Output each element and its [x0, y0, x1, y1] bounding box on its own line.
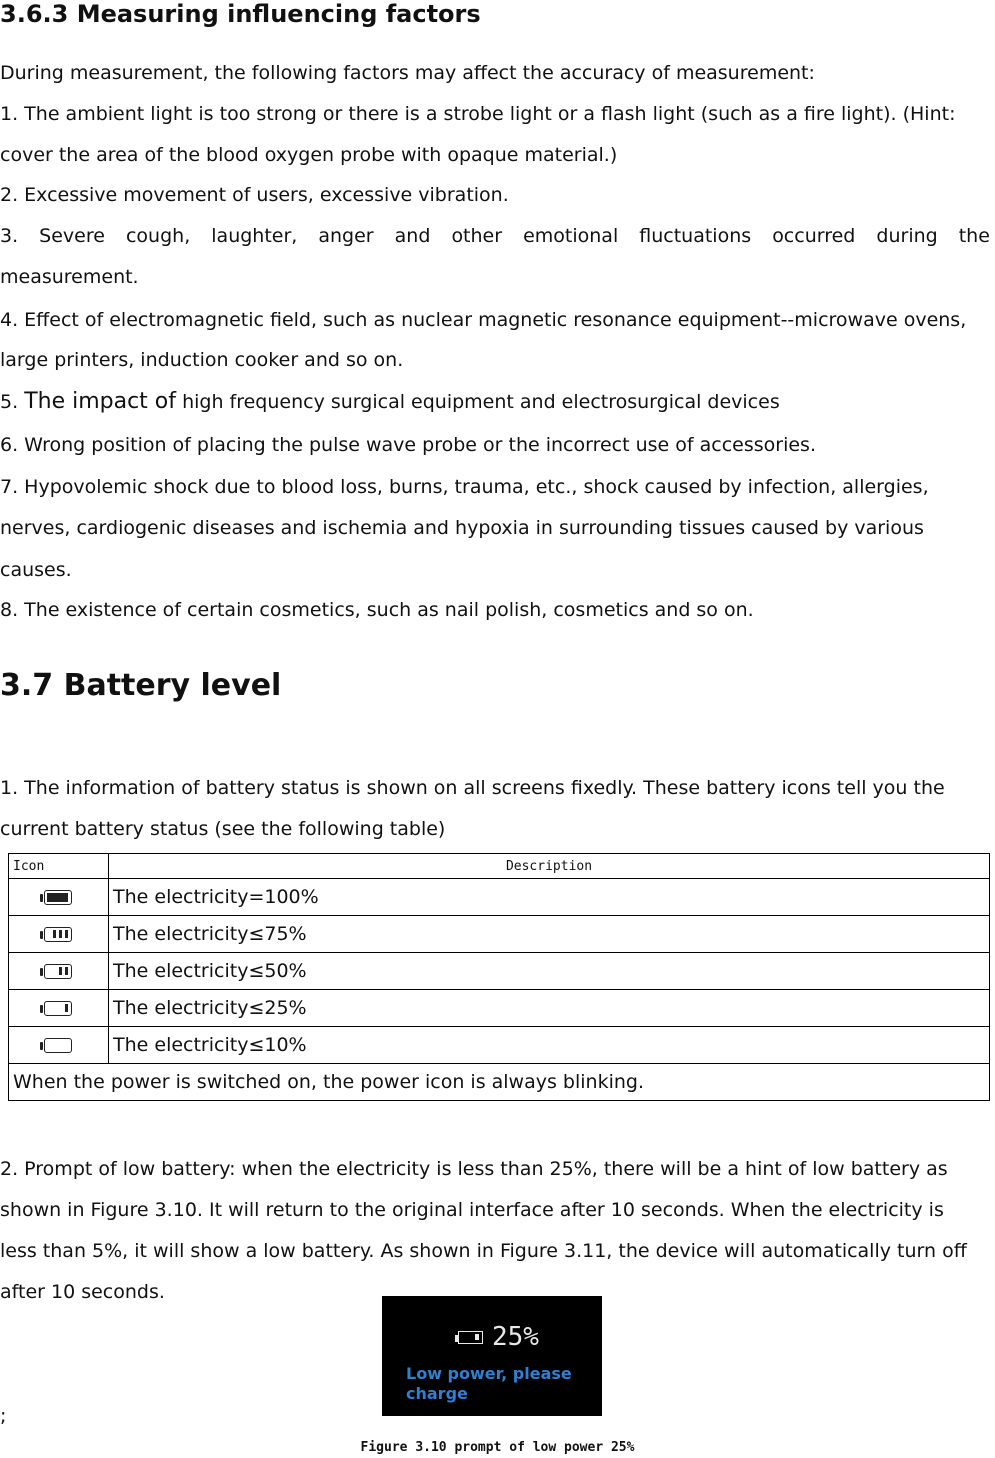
table-cell-icon [9, 879, 109, 916]
table-row [9, 879, 990, 916]
factor-5-number: 5. [0, 391, 19, 413]
table-header-description: Description [109, 854, 990, 879]
factor-3-word: cough, [125, 225, 191, 247]
factor-3-word: during [876, 225, 938, 247]
figure-caption: Figure 3.10 prompt of low power 25% [360, 1440, 635, 1455]
battery-two-bars-icon [40, 964, 72, 979]
battery-paragraph-1-line-2: current battery status (see the following table) [0, 818, 446, 840]
table-cell-description: The electricity≤75% [109, 916, 990, 953]
table-row [9, 916, 990, 953]
battery-paragraph-2-line-1: 2. Prompt of low battery: when the electricity is less than 25%, there will be a hint of low battery as [0, 1158, 948, 1180]
table-cell-icon [9, 1027, 109, 1064]
battery-three-bars-icon [40, 927, 72, 942]
battery-paragraph-2-line-4: after 10 seconds. [0, 1281, 165, 1303]
factor-2: 2. Excessive movement of users, excessive vibration. [0, 184, 509, 206]
factor-3-word: occurred [772, 225, 856, 247]
battery-paragraph-2-line-3: less than 5%, it will show a low battery. As shown in Figure 3.11, the device will automatically turn off [0, 1240, 967, 1262]
stray-semicolon: ; [0, 1405, 7, 1427]
factor-3-word: the [958, 225, 990, 247]
table-cell-icon [9, 953, 109, 990]
table-row [9, 990, 990, 1027]
factor-4-line-2: large printers, induction cooker and so on. [0, 349, 404, 371]
battery-status-table [8, 853, 990, 1101]
battery-full-icon [40, 890, 72, 905]
table-cell-icon [9, 990, 109, 1027]
factor-3-word: 3. [0, 225, 19, 247]
table-cell-description: The electricity≤50% [109, 953, 990, 990]
factor-1-line-1: 1. The ambient light is too strong or there is a strobe light or a flash light (such as a fire light). (Hint: [0, 103, 956, 125]
factor-3-word: fluctuations [639, 225, 752, 247]
factor-6: 6. Wrong position of placing the pulse wave probe or the incorrect use of accessories. [0, 434, 816, 456]
factor-5-text: high frequency surgical equipment and electrosurgical devices [182, 391, 780, 413]
factor-8: 8. The existence of certain cosmetics, such as nail polish, cosmetics and so on. [0, 599, 754, 621]
factor-1-line-2: cover the area of the blood oxygen probe with opaque material.) [0, 144, 618, 166]
factor-5 [0, 389, 780, 414]
factor-3-line-1 [0, 226, 990, 246]
intro-paragraph: During measurement, the following factors may affect the accuracy of measurement: [0, 62, 815, 84]
battery-low-icon [455, 1331, 485, 1345]
section-heading-battery-level: 3.7 Battery level [0, 668, 282, 703]
section-heading-measuring-factors: 3.6.3 Measuring influencing factors [0, 0, 481, 28]
factor-3-word: emotional [523, 225, 619, 247]
table-row [9, 1027, 990, 1064]
battery-paragraph-1-line-1: 1. The information of battery status is shown on all screens fixedly. These battery icons tell you the [0, 777, 945, 799]
table-row [9, 953, 990, 990]
table-footer-note: When the power is switched on, the power icon is always blinking. [9, 1064, 990, 1101]
low-power-screen-figure [382, 1296, 602, 1416]
battery-empty-icon [40, 1038, 72, 1053]
factor-7-line-3: causes. [0, 559, 72, 581]
table-header-row [9, 854, 990, 879]
low-power-message: Low power, please charge [406, 1364, 572, 1403]
factor-3-word: Severe [39, 225, 105, 247]
factor-3-word: anger [318, 225, 374, 247]
table-footer-row [9, 1064, 990, 1101]
factor-7-line-2: nerves, cardiogenic diseases and ischemia and hypoxia in surrounding tissues caused by various [0, 517, 924, 539]
factor-4-line-1: 4. Effect of electromagnetic field, such as nuclear magnetic resonance equipment--microwave ovens, [0, 309, 967, 331]
table-cell-description: The electricity=100% [109, 879, 990, 916]
table-cell-description: The electricity≤25% [109, 990, 990, 1027]
table-cell-description: The electricity≤10% [109, 1027, 990, 1064]
factor-5-lead: The impact of [24, 389, 177, 414]
factor-7-line-1: 7. Hypovolemic shock due to blood loss, burns, trauma, etc., shock caused by infection, allergies, [0, 476, 929, 498]
factor-3-word: other [451, 225, 503, 247]
factor-3-line-2: measurement. [0, 266, 139, 288]
battery-paragraph-2-line-2: shown in Figure 3.10. It will return to the original interface after 10 seconds. When the electricity is [0, 1199, 944, 1221]
factor-3-word: laughter, [211, 225, 298, 247]
table-cell-icon [9, 916, 109, 953]
table-header-icon: Icon [9, 854, 109, 879]
factor-3-word: and [394, 225, 431, 247]
battery-percent-readout: 25% [492, 1322, 539, 1352]
battery-one-bar-icon [40, 1001, 72, 1016]
